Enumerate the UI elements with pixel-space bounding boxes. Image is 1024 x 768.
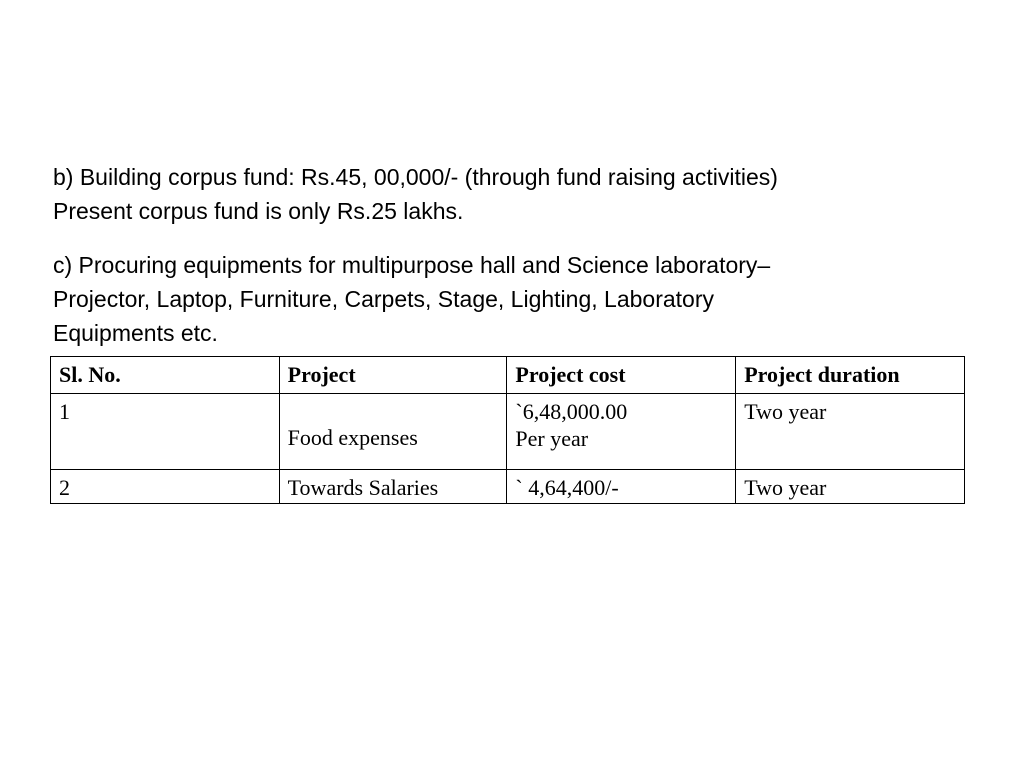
slide-body-text	[53, 160, 983, 350]
cell-project: Towards Salaries	[279, 470, 507, 504]
project-cost-table	[50, 356, 965, 504]
paragraph-line: Present corpus fund is only Rs.25 lakhs.	[53, 198, 464, 224]
header-sl-no: Sl. No.	[51, 357, 280, 394]
cost-amount: `6,48,000.00	[515, 399, 628, 424]
paragraph-corpus-fund	[53, 160, 983, 228]
cell-project-cost	[507, 394, 736, 470]
paragraph-line: Equipments etc.	[53, 320, 218, 346]
cell-project-duration: Two year	[736, 394, 965, 470]
cell-sl-no: 2	[51, 470, 280, 504]
table-row	[51, 470, 965, 504]
header-project: Project	[279, 357, 507, 394]
header-project-duration: Project duration	[736, 357, 965, 394]
header-project-cost: Project cost	[507, 357, 736, 394]
table-row	[51, 394, 965, 470]
paragraph-equipment	[53, 248, 983, 350]
paragraph-line: b) Building corpus fund: Rs.45, 00,000/- (through fund raising activities)	[53, 164, 778, 190]
cell-project-cost: ` 4,64,400/-	[507, 470, 736, 504]
cell-sl-no: 1	[51, 394, 280, 470]
table-header-row	[51, 357, 965, 394]
paragraph-line: Projector, Laptop, Furniture, Carpets, Stage, Lighting, Laboratory	[53, 286, 714, 312]
paragraph-line: c) Procuring equipments for multipurpose hall and Science laboratory–	[53, 252, 771, 278]
cell-project: Food expenses	[279, 394, 507, 470]
cell-project-duration: Two year	[736, 470, 965, 504]
cost-period: Per year	[515, 426, 589, 451]
